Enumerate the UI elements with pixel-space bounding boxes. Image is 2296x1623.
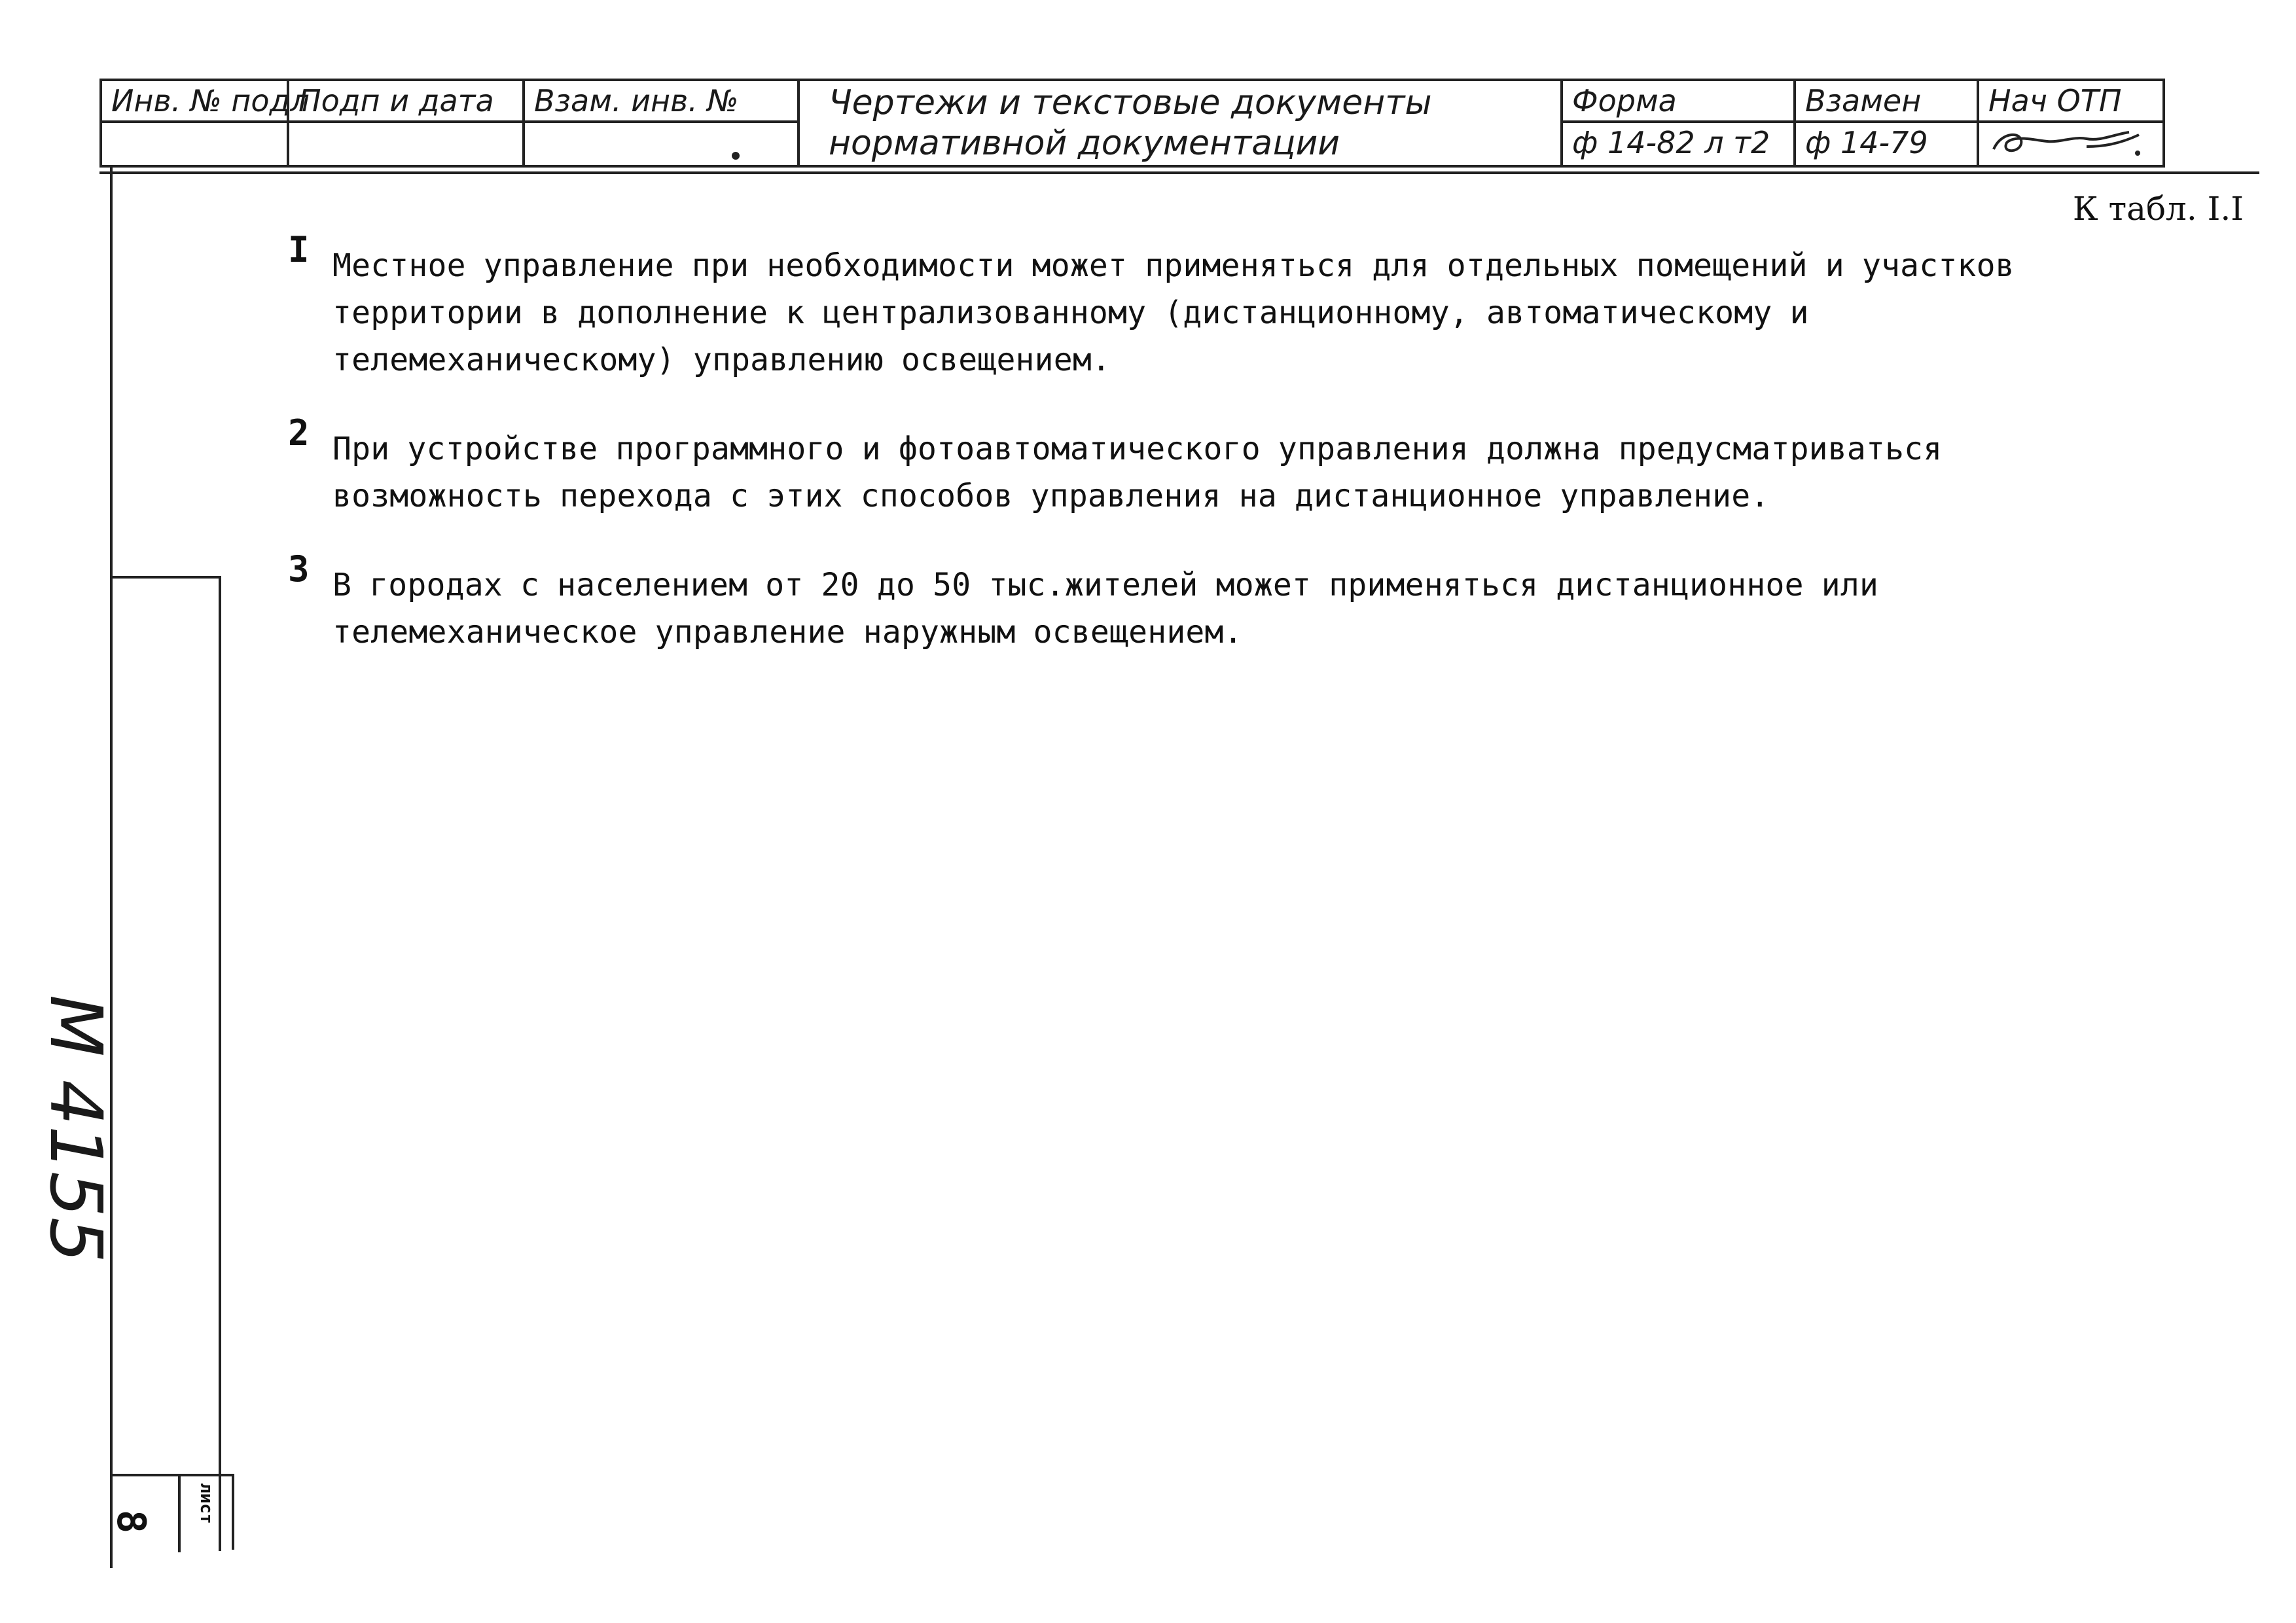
inventory-number-value	[99, 120, 289, 168]
inventory-number-label: Инв. № подл	[99, 79, 289, 123]
notes-list	[288, 229, 2108, 698]
table-reference: К табл. I.I	[2072, 190, 2244, 228]
side-strip-top-rule	[110, 576, 220, 579]
side-strip-right-rule	[219, 576, 221, 1551]
page-number: 8	[108, 1509, 154, 1534]
handwritten-signature	[1988, 127, 2145, 160]
stamp-dot-mark	[732, 152, 740, 160]
note-item	[288, 412, 2108, 520]
document-type-line-1: Чертежи и текстовые документы	[829, 83, 1432, 122]
page-number-box	[108, 1474, 234, 1550]
replaces-label: Взамен	[1793, 79, 1979, 123]
replacement-inventory-value	[522, 120, 800, 168]
note-item	[288, 229, 2108, 383]
frame-left-rule	[110, 168, 113, 1568]
note-number: 3	[288, 548, 310, 590]
frame-top-rule	[99, 171, 2259, 174]
replacement-inventory-label: Взам. инв. №	[522, 79, 800, 123]
note-text: В городах с населением от 20 до 50 тыс.жителей может применяться дистанционное или телемеханическое управление наружным освещением.	[332, 567, 1879, 651]
form-label: Форма	[1560, 79, 1796, 123]
sheet-label: лист	[196, 1483, 216, 1524]
note-item	[288, 548, 2108, 656]
signature-date-value	[287, 120, 525, 168]
note-text: При устройстве программного и фотоавтоматического управления должна предусматриваться возможность перехода с этих способов управления на дистанционное управление.	[332, 431, 1943, 514]
department-head-label: Нач ОТП	[1977, 79, 2165, 123]
title-block-stamp	[99, 79, 2122, 168]
document-type-line-2: нормативной документации	[829, 124, 1340, 163]
document-type-cell	[797, 79, 1563, 168]
form-value: ф 14-82 л т2	[1560, 120, 1796, 168]
note-number: I	[288, 229, 310, 270]
note-number: 2	[288, 412, 310, 454]
replaces-value: ф 14-79	[1793, 120, 1979, 168]
page-box-divider	[178, 1476, 181, 1552]
signature-date-label: Подп и дата	[287, 79, 525, 123]
department-head-signature-cell	[1977, 120, 2165, 168]
note-text: Местное управление при необходимости может применяться для отдельных помещений и участков территории в дополнение к централизованному (дистанционному, автоматическому и телемеханическому) управлению освещением.	[332, 247, 2015, 378]
document-code-vertical: М 4155	[34, 995, 118, 1263]
